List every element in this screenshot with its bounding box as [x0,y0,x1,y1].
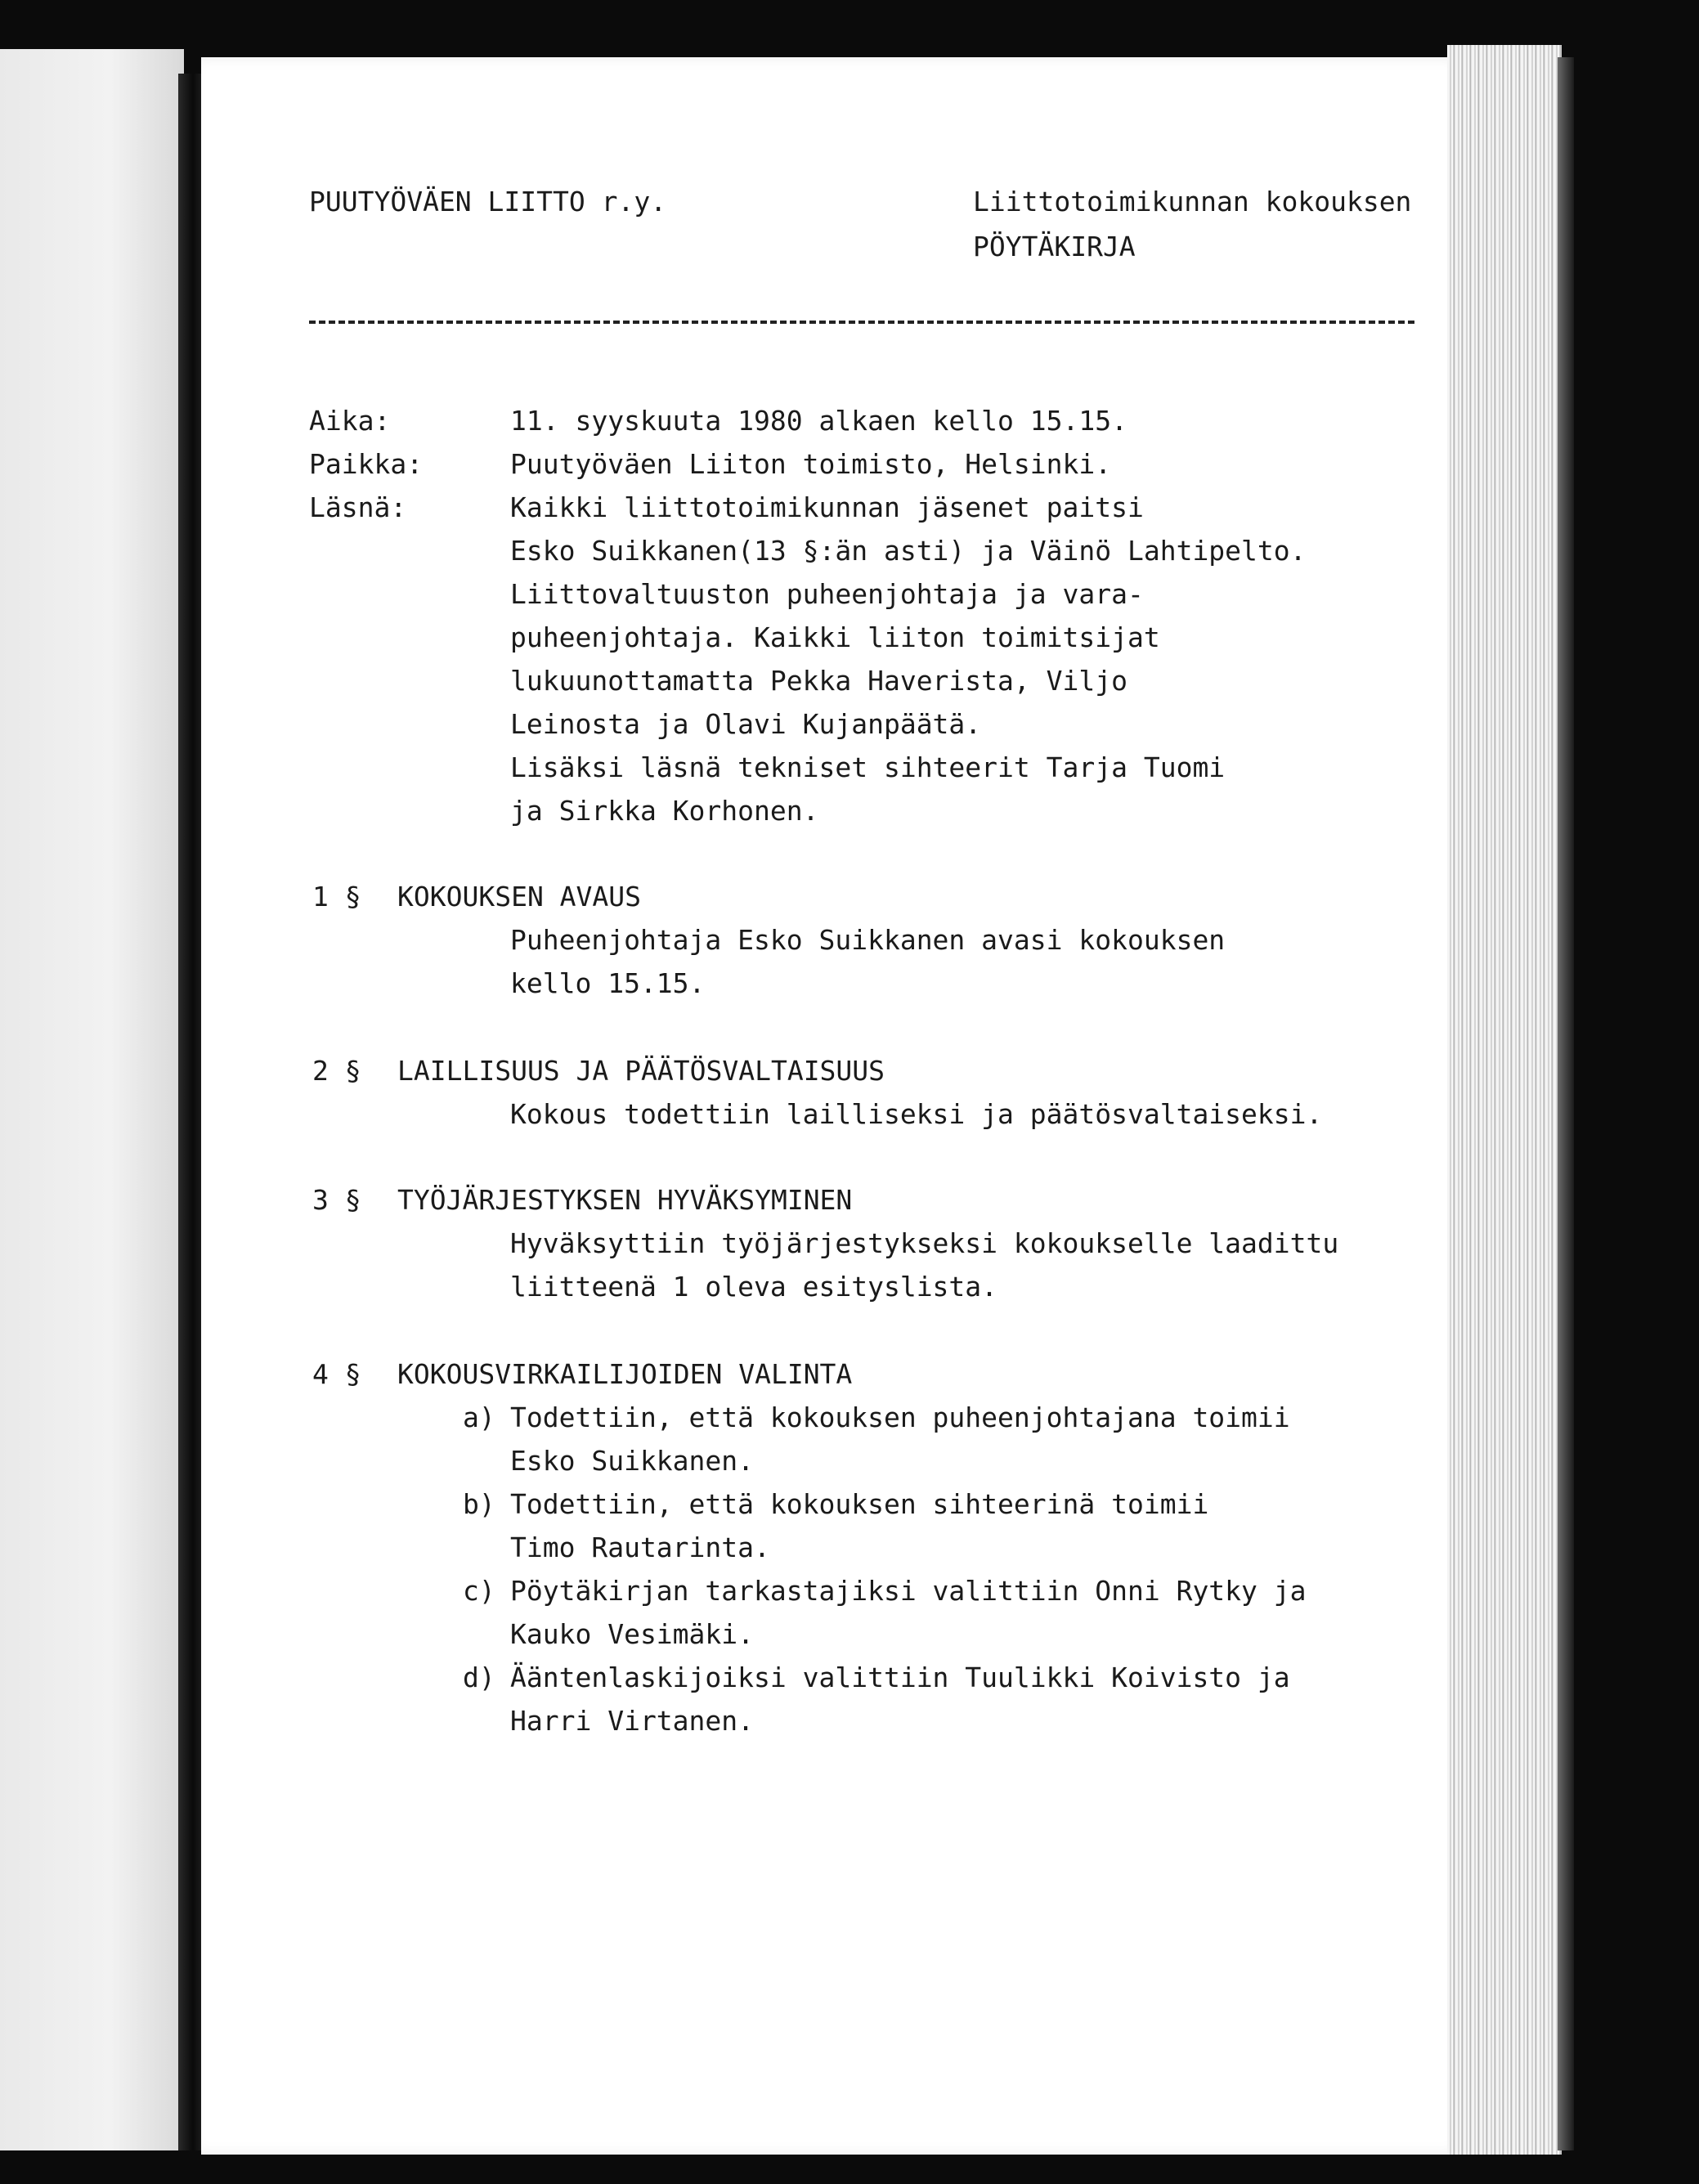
item-text: Timo Rautarinta. [510,1531,770,1563]
section-text: Kokous todettiin lailliseksi ja päätösvaltaiseksi. [510,1098,1323,1130]
section-text: Puheenjohtaja Esko Suikkanen avasi kokouksen [510,924,1226,956]
lasna-line: puheenjohtaja. Kaikki liiton toimitsijat [510,621,1160,653]
lasna-label: Läsnä: [309,491,407,523]
item-text: Esko Suikkanen. [510,1445,755,1477]
item-text: Todettiin, että kokouksen sihteerinä toimii [510,1488,1209,1520]
section-text: kello 15.15. [510,967,706,999]
aika-label: Aika: [309,405,391,437]
lasna-line: ja Sirkka Korhonen. [510,795,819,827]
paikka-value: Puutyöväen Liiton toimisto, Helsinki. [510,448,1112,480]
section-number: 2 § [312,1055,361,1087]
item-text: Pöytäkirjan tarkastajiksi valittiin Onni Rytky ja [510,1575,1307,1607]
section-title: LAILLISUUS JA PÄÄTÖSVALTAISUUS [397,1055,885,1087]
item-text: Todettiin, että kokouksen puheenjohtajana toimii [510,1401,1290,1433]
section-title: KOKOUKSEN AVAUS [397,881,642,913]
item-marker: c) [463,1575,495,1607]
section-number: 4 § [312,1358,361,1390]
lasna-line: lukuunottamatta Pekka Haverista, Viljo [510,665,1127,697]
section-number: 1 § [312,881,361,913]
item-text: Kauko Vesimäki. [510,1618,755,1650]
item-text: Harri Virtanen. [510,1705,755,1737]
lasna-line: Liittovaltuuston puheenjohtaja ja vara- [510,578,1144,610]
lasna-line: Leinosta ja Olavi Kujanpäätä. [510,708,982,740]
section-text: liitteenä 1 oleva esityslista. [510,1271,998,1303]
section-title: TYÖJÄRJESTYKSEN HYVÄKSYMINEN [397,1184,853,1216]
lasna-line: Lisäksi läsnä tekniset sihteerit Tarja Tuomi [510,751,1226,783]
lasna-line: Kaikki liittotoimikunnan jäsenet paitsi [510,491,1144,523]
organization-name: PUUTYÖVÄEN LIITTO r.y. [309,186,667,218]
section-title: KOKOUSVIRKAILIJOIDEN VALINTA [397,1358,853,1390]
header-divider [309,321,1414,324]
lasna-line: Esko Suikkanen(13 §:än asti) ja Väinö Lahtipelto. [510,535,1307,567]
document-title-line2: PÖYTÄKIRJA [973,231,1136,262]
item-marker: d) [463,1662,495,1693]
paikka-label: Paikka: [309,448,424,480]
section-number: 3 § [312,1184,361,1216]
aika-value: 11. syyskuuta 1980 alkaen kello 15.15. [510,405,1127,437]
document-title-line1: Liittotoimikunnan kokouksen [973,186,1412,218]
item-marker: a) [463,1401,495,1433]
item-text: Ääntenlaskijoiksi valittiin Tuulikki Koivisto ja [510,1662,1290,1693]
section-text: Hyväksyttiin työjärjestykseksi kokoukselle laadittu [510,1227,1339,1259]
item-marker: b) [463,1488,495,1520]
